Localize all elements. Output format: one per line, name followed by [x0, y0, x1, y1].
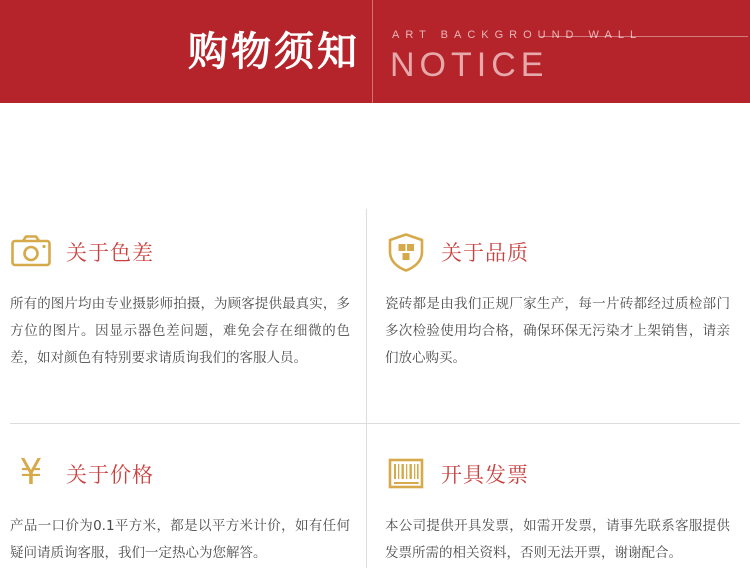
- header-accent-line: [540, 36, 748, 37]
- header-title-en: NOTICE: [390, 46, 549, 84]
- header-subtitle-en: ART BACKGROUND WALL: [392, 29, 643, 41]
- notice-section-color: [10, 229, 360, 372]
- notice-grid: [0, 103, 750, 568]
- section-body: 所有的图片均由专业摄影师拍摄，为顾客提供最真实，多方位的图片。因显示器色差问题，难免会存在细微的色差，如对颜色有特别要求请质询我们的客服人员。: [10, 296, 350, 366]
- section-title: 关于色差: [66, 241, 154, 265]
- notice-section-quality: [385, 229, 735, 372]
- shield-quality-icon: [385, 231, 427, 273]
- page-header: [0, 0, 750, 103]
- header-divider: [372, 0, 373, 103]
- section-body: 本公司提供开具发票，如需开发票，请事先联系客服提供发票所需的相关资料，否则无法开票，谢谢配合。: [385, 518, 730, 561]
- grid-vertical-divider: [366, 209, 367, 568]
- section-title: 关于品质: [441, 241, 529, 265]
- section-title: 开具发票: [441, 463, 529, 487]
- yen-price-icon: ¥: [19, 452, 43, 493]
- invoice-icon: [385, 453, 427, 495]
- notice-section-invoice: [385, 451, 735, 567]
- notice-section-price: [10, 451, 360, 567]
- section-body: 产品一口价为0.1平方米，都是以平方米计价，如有任何疑问请质询客服，我们一定热心为您解答。: [10, 518, 350, 561]
- section-body: 瓷砖都是由我们正规厂家生产，每一片砖都经过质检部门多次检验使用均合格，确保环保无污染才上架销售，请亲们放心购买。: [385, 296, 730, 366]
- camera-icon: [10, 231, 52, 273]
- grid-horizontal-divider: [10, 423, 740, 424]
- section-title: 关于价格: [66, 463, 154, 487]
- page-title: 购物须知: [188, 29, 360, 75]
